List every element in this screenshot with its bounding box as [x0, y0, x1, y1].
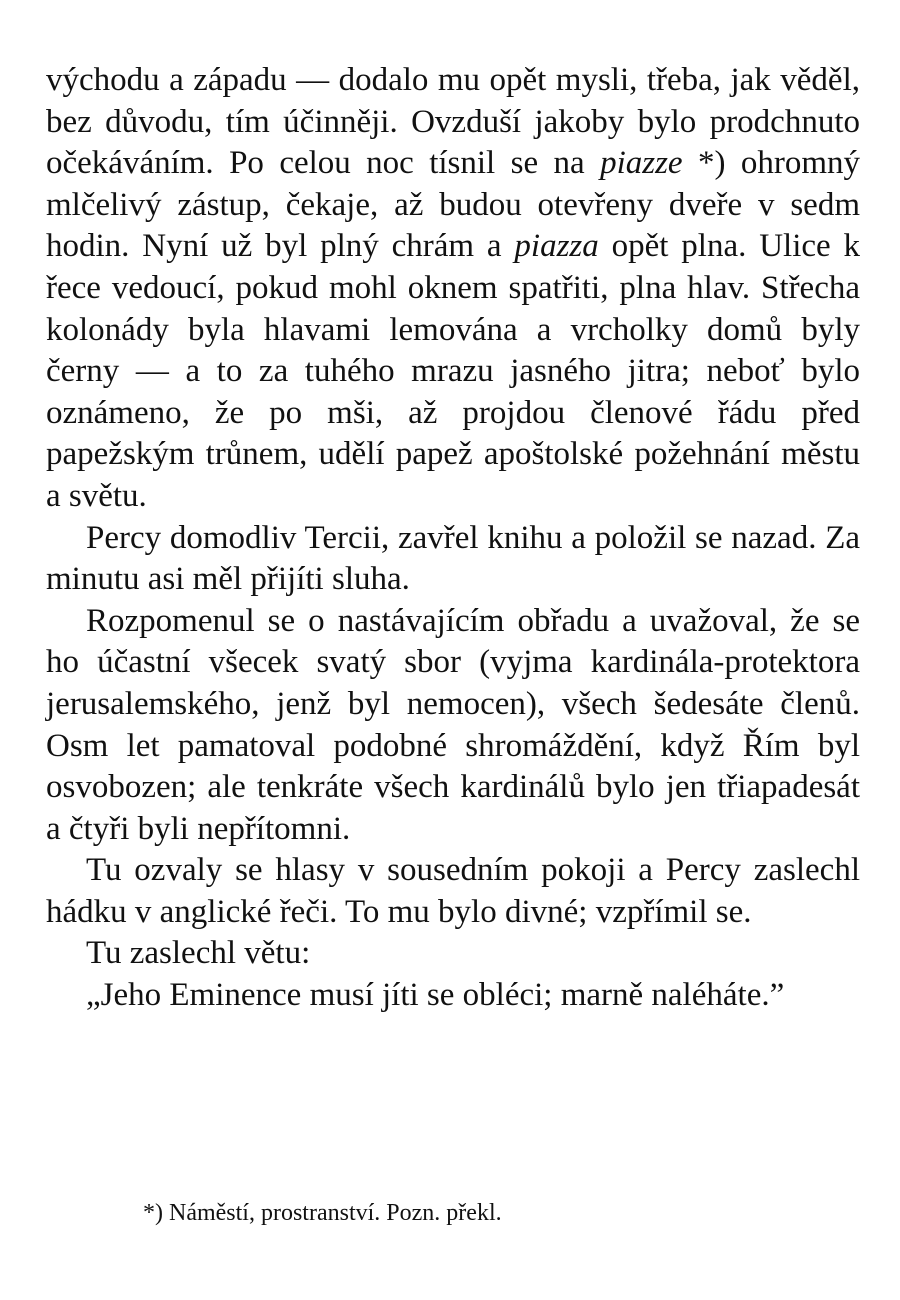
- paragraph-1: [46, 60, 860, 518]
- paragraph-4-text: Tu ozvaly se hlasy v sousedním pokoji a Percy zaslechl hádku v anglické řeči. To mu bylo divné; vzpřímil se.: [46, 852, 860, 930]
- paragraph-1-italic-piazza: piazza: [514, 228, 599, 265]
- paragraph-1-text-b: *) ohromný mlčelivý zástup, čekaje, až budou otevřeny dveře v sedm hodin. Nyní už byl plný chrám a: [46, 145, 860, 265]
- page-text: [46, 60, 860, 1017]
- footnote: *) Náměstí, prostranství. Pozn. překl.: [143, 1200, 502, 1226]
- paragraph-1-italic-piazze: piazze: [600, 145, 683, 182]
- paragraph-4: [46, 850, 860, 933]
- paragraph-1-text-c: opět plna. Ulice k řece vedoucí, pokud mohl oknem spatřiti, plna hlav. Střecha kolonády byla hlavami lemována a vrcholky domů byly černy — a to za tuhého mrazu jasného jitra; neboť bylo oznámeno, že po mši, až projdou členové řádu před papežským trůnem, udělí papež apoštolské požehnání městu a světu.: [46, 228, 860, 514]
- paragraph-5: [46, 933, 860, 975]
- paragraph-2: [46, 518, 860, 601]
- paragraph-3-text: Rozpomenul se o nastávajícím obřadu a uvažoval, že se ho účastní všecek svatý sbor (vyjma kardinála-protektora jerusalemského, jenž byl nemocen), všech šedesáte členů. Osm let pamatoval podobné shromáždění, když Řím byl osvobozen; ale tenkráte všech kardinálů bylo jen třiapadesát a čtyři byli nepřítomni.: [46, 602, 860, 847]
- paragraph-6: [46, 975, 860, 1017]
- paragraph-2-text: Percy domodliv Tercii, zavřel knihu a položil se nazad. Za minutu asi měl přijíti sluha.: [46, 519, 860, 598]
- paragraph-1-text-a: východu a západu — dodalo mu opět mysli, třeba, jak věděl, bez důvodu, tím účinněji. Ovzduší jakoby bylo prodchnuto očekáváním. Po celou noc tísnil se na: [46, 62, 860, 182]
- paragraph-5-text: Tu zaslechl větu:: [86, 935, 311, 972]
- paragraph-3: [46, 601, 860, 851]
- paragraph-6-text: „Jeho Eminence musí jíti se obléci; marně naléháte.”: [86, 977, 785, 1014]
